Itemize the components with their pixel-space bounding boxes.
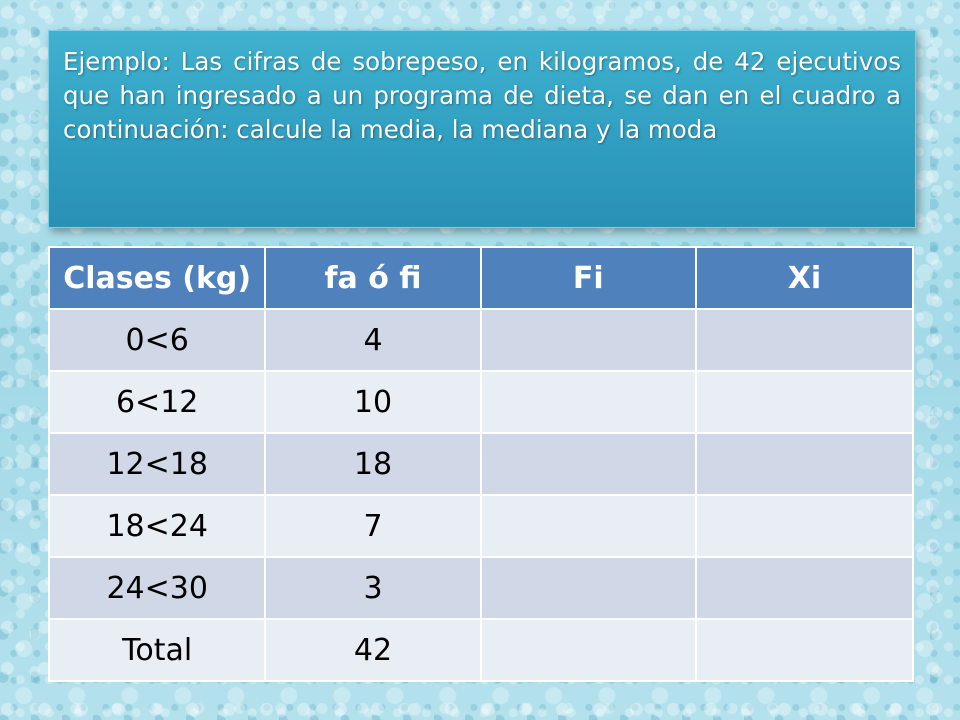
table-row-total [49, 619, 913, 681]
cell-fi [481, 495, 696, 557]
cell-fi [481, 557, 696, 619]
cell-total-fa: 42 [265, 619, 480, 681]
cell-xi [696, 309, 913, 371]
cell-fa: 18 [265, 433, 480, 495]
header-clases: Clases (kg) [49, 247, 265, 309]
cell-clase: 24<30 [49, 557, 265, 619]
cell-fa: 10 [265, 371, 480, 433]
cell-fi [481, 371, 696, 433]
cell-total-label: Total [49, 619, 265, 681]
cell-clase: 12<18 [49, 433, 265, 495]
cell-clase: 18<24 [49, 495, 265, 557]
cell-fa: 7 [265, 495, 480, 557]
frequency-table [48, 246, 914, 682]
cell-xi [696, 495, 913, 557]
table-row [49, 433, 913, 495]
cell-total-fi [481, 619, 696, 681]
header-fi-cumulative: Fi [481, 247, 696, 309]
cell-clase: 0<6 [49, 309, 265, 371]
header-xi: Xi [696, 247, 913, 309]
cell-fa: 4 [265, 309, 480, 371]
cell-total-xi [696, 619, 913, 681]
header-fa-fi: fa ó fi [265, 247, 480, 309]
table-row [49, 495, 913, 557]
cell-xi [696, 371, 913, 433]
question-text: Ejemplo: Las cifras de sobrepeso, en kilogramos, de 42 ejecutivos que han ingresado a un programa de dieta, se dan en el cuadro a continuación: calcule la media, la mediana y la moda [63, 47, 901, 144]
cell-clase: 6<12 [49, 371, 265, 433]
question-box [48, 30, 916, 228]
table-header-row [49, 247, 913, 309]
cell-fi [481, 309, 696, 371]
cell-xi [696, 557, 913, 619]
table-row [49, 371, 913, 433]
table-row [49, 557, 913, 619]
cell-xi [696, 433, 913, 495]
cell-fa: 3 [265, 557, 480, 619]
table-row [49, 309, 913, 371]
cell-fi [481, 433, 696, 495]
